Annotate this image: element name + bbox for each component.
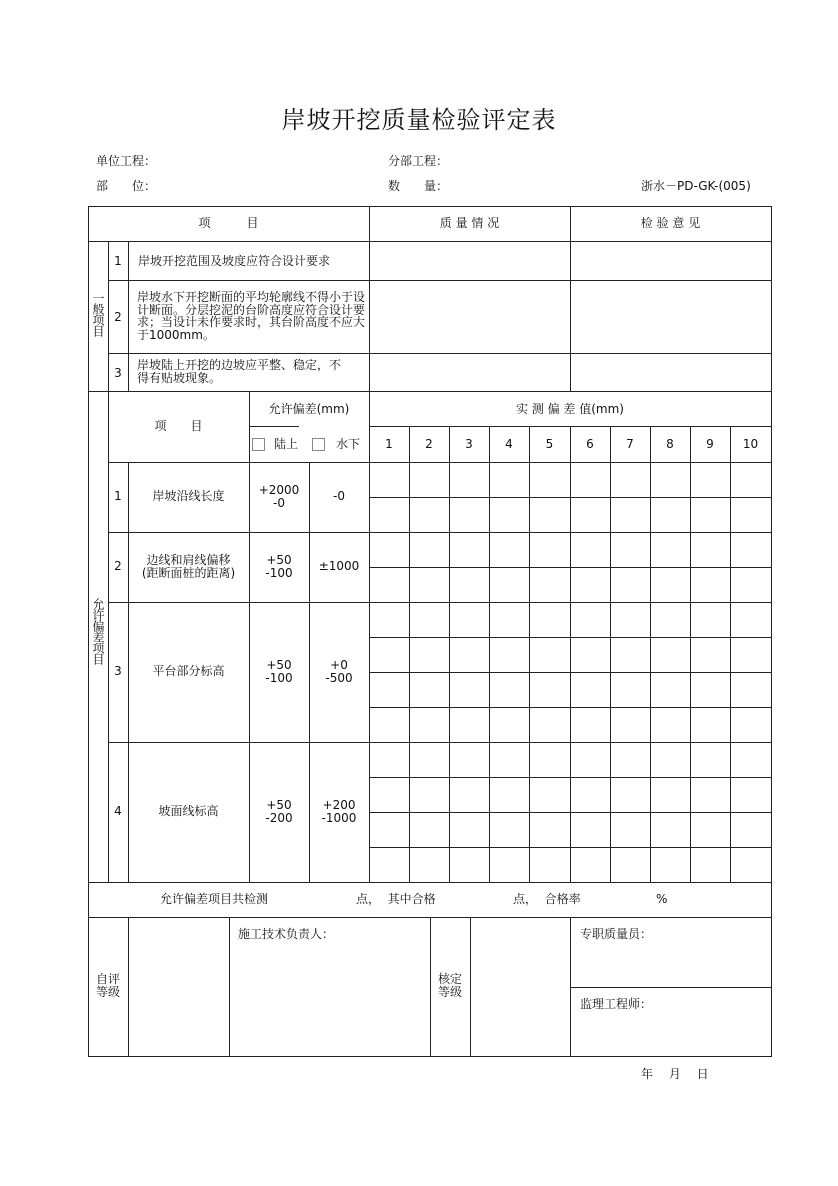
supervisor-label: 监理工程师： xyxy=(580,997,653,1011)
general-item-no: 1 xyxy=(114,254,122,268)
tolerance-item-no: 2 xyxy=(114,559,122,573)
general-side-label: 一般项目 xyxy=(91,292,105,336)
summary-qualified-label: 点， 其中合格 xyxy=(356,892,436,906)
quality-inspector-label: 专职质量员： xyxy=(580,927,653,941)
quantity-label: 数 量： xyxy=(388,179,449,193)
tolerance-water-value: +0 -500 xyxy=(325,658,353,685)
location-label: 部 位： xyxy=(96,179,157,193)
self-grade-label: 自评等级 xyxy=(95,972,120,999)
measure-col-header: 5 xyxy=(545,437,554,451)
division-project-label: 分部工程： xyxy=(388,154,449,168)
summary-total-label: 允许偏差项目共检测 xyxy=(160,892,269,906)
verified-grade-label: 核定等级 xyxy=(437,972,462,999)
tolerance-item-no: 3 xyxy=(114,664,122,678)
tolerance-land-value: +2000 -0 xyxy=(258,483,300,510)
tolerance-side-label: 允许偏差项目 xyxy=(91,598,105,664)
tolerance-item-name: 边线和肩线偏移 (距断面桩的距离) xyxy=(141,553,236,580)
tolerance-col-allowed: 允许偏差(mm) xyxy=(268,402,350,416)
general-col-item: 项 目 xyxy=(198,216,259,230)
date-line: 年 月 日 xyxy=(641,1067,709,1081)
water-checkbox[interactable] xyxy=(312,438,325,451)
unit-project-label: 单位工程： xyxy=(96,154,157,168)
land-label: 陆上 xyxy=(274,437,299,451)
general-item-text: 岸坡水下开挖断面的平均轮廓线不得小于设计断面。分层挖泥的台阶高度应符合设计要求；当设计未作要求时，其台阶高度不应大于1000mm。 xyxy=(137,290,366,342)
tolerance-item-name: 岸坡沿线长度 xyxy=(152,489,225,503)
measure-col-header: 8 xyxy=(666,437,674,451)
water-label: 水下 xyxy=(336,437,361,451)
measure-col-header: 7 xyxy=(626,437,634,451)
general-col-quality: 质 量 情 况 xyxy=(439,216,500,230)
measure-col-header: 3 xyxy=(465,437,473,451)
general-item-no: 3 xyxy=(114,366,122,380)
summary-rate-label: 点， 合格率 xyxy=(513,892,581,906)
tolerance-land-value: +50 -200 xyxy=(265,798,293,825)
measure-col-header: 2 xyxy=(425,437,433,451)
tolerance-land-value: +50 -100 xyxy=(265,553,293,580)
summary-percent: % xyxy=(656,892,668,906)
tolerance-item-no: 4 xyxy=(114,804,122,818)
tolerance-col-item: 项 目 xyxy=(154,419,203,433)
form-code: 浙水－PD-GK-(005) xyxy=(641,179,751,193)
general-item-no: 2 xyxy=(114,310,122,324)
measure-col-header: 4 xyxy=(505,437,513,451)
general-col-opinion: 检 验 意 见 xyxy=(640,216,701,230)
land-checkbox[interactable] xyxy=(252,438,265,451)
general-item-text: 岸坡陆上开挖的边坡应平整、稳定，不得有贴坡现象。 xyxy=(137,358,342,385)
tolerance-item-name: 平台部分标高 xyxy=(152,664,225,678)
tolerance-land-value: +50 -100 xyxy=(265,658,293,685)
tech-lead-label: 施工技术负责人： xyxy=(238,927,335,941)
tolerance-water-value: +200 -1000 xyxy=(321,798,357,825)
tolerance-col-measured: 实 测 偏 差 值(mm) xyxy=(515,402,624,416)
measure-col-header: 10 xyxy=(742,437,759,451)
general-item-text: 岸坡开挖范围及坡度应符合设计要求 xyxy=(138,254,331,268)
tolerance-item-name: 坡面线标高 xyxy=(158,804,219,818)
tolerance-item-no: 1 xyxy=(114,489,122,503)
tolerance-water-value: ±1000 xyxy=(318,559,360,573)
measure-col-header: 1 xyxy=(385,437,393,451)
form-title: 岸坡开挖质量检验评定表 xyxy=(281,106,557,134)
measure-col-header: 9 xyxy=(706,437,714,451)
tolerance-water-value: -0 xyxy=(333,489,345,503)
measure-col-header: 6 xyxy=(586,437,594,451)
